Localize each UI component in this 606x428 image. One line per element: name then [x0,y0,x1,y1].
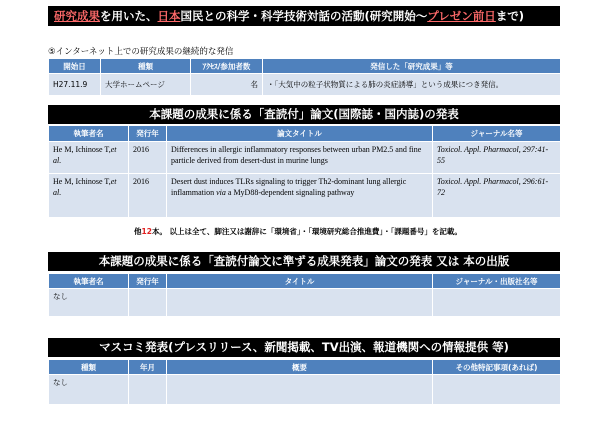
cell-date: H27.11.9 [49,74,101,96]
title-text: を用いた、 [100,9,158,23]
cell-authors: なし [49,289,129,317]
col-header: 発信した「研究成果」等 [263,59,561,74]
cell-type: なし [49,375,129,405]
cell-authors: He M, Ichinose T,et al. [49,174,129,218]
cell-authors: He M, Ichinose T,et al. [49,142,129,174]
col-header: 執筆者名 [49,126,129,142]
peer-review-table [48,125,561,218]
cell-notes [433,375,561,405]
col-header: 概要 [167,360,433,375]
top-title-bar [48,6,560,26]
cell-title: Differences in allergic inflammatory responses between urban PM2.5 and fine particle derived from desert-dust in murine lungs [167,142,433,174]
title-highlight-japan: 日本 [157,9,181,23]
cell-journal [433,289,561,317]
other-count: 12 [141,227,152,236]
col-header: 種類 [49,360,129,375]
table-row [49,289,561,317]
title-text: 国民との科学・科学技術対話の活動(研究開始～ [180,9,428,23]
media-table [48,359,561,405]
table-row [49,142,561,174]
cell-journal: Toxicol. Appl. Pharmacol, 296:61-72 [433,174,561,218]
table-row [49,375,561,405]
col-header: タイトル [167,274,433,289]
cell-year: 2016 [129,174,167,218]
col-header: その他特記事項(あれば) [433,360,561,375]
internet-table [48,58,561,96]
cell-title: Desert dust induces TLRs signaling to trigger Th2-dominant lung allergic inflammation via a MyD88-dependent signaling pathway [167,174,433,218]
title-highlight-presentation: プレゼン前日 [427,9,496,23]
media-title-bar: マスコミ発表(プレスリリース、新聞掲載、TV出演、報道機関への情報提供 等) [48,338,560,357]
col-header: ジャーナル・出版社名等 [433,274,561,289]
peer-review-note: 他12本。 以上は全て、脚注又は謝辞に「環境省」・「環境研究総合推進費」・「課題番号」を記載。 [134,227,462,236]
cell-title [167,289,433,317]
peer-review-title-bar: 本課題の成果に係る「査読付」論文(国際誌・国内誌)の発表 [48,105,560,124]
col-header: 発行年 [129,126,167,142]
col-header: ジャーナル名等 [433,126,561,142]
section5-title: ⑤インターネット上での研究成果の継続的な発信 [48,47,234,57]
col-header: 開始日 [49,59,101,74]
col-header: 種類 [101,59,191,74]
cell-journal: Toxicol. Appl. Pharmacol, 297:41-55 [433,142,561,174]
title-text: まで) [495,9,525,23]
cell-year: 2016 [129,142,167,174]
title-highlight-research: 研究成果 [54,9,100,23]
non-peer-table [48,273,561,317]
table-row [49,174,561,218]
col-header: 年月 [129,360,167,375]
cell-content: ・「大気中の粒子状物質による肺の炎症誘導」という成果につき発信。 [263,74,561,96]
col-header: 執筆者名 [49,274,129,289]
col-header: ｱｸｾｽ/参加者数 [191,59,263,74]
cell-summary [167,375,433,405]
non-peer-title-bar: 本課題の成果に係る「査読付論文に準ずる成果発表」論文の発表 又は 本の出版 [48,252,560,271]
col-header: 発行年 [129,274,167,289]
cell-year [129,289,167,317]
cell-count: 名 [191,74,263,96]
col-header: 論文タイトル [167,126,433,142]
cell-type: 大学ホームページ [101,74,191,96]
cell-date [129,375,167,405]
